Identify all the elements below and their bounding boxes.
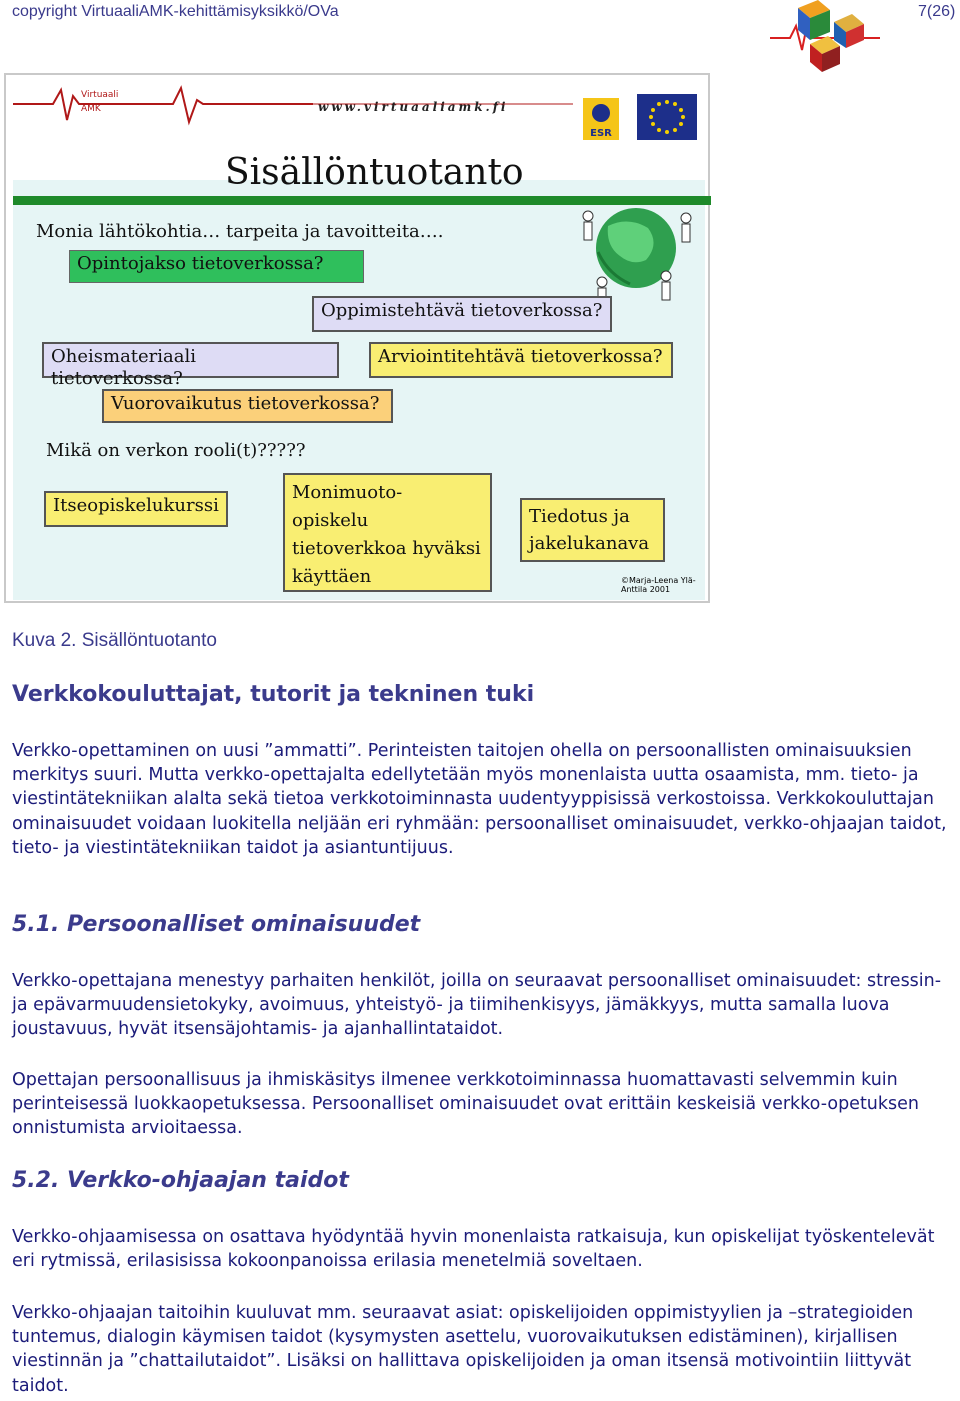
box-vuorovaikutus: Vuorovaikutus tietoverkossa? [102, 389, 393, 423]
subsection-5-1-paragraph-1: Verkko-opettajana menestyy parhaiten henkilöt, joilla on seuraavat persoonalliset ominaisuudet: stressin- ja epävarmuudensietokyky, avoimuus, yhteistyö- ja tiimihenkisyys, jämäkkyys, mutta samalla luova joustavuus, hyvät itsensäjohtamis- ja ajanhallintataidot. [12, 971, 942, 1040]
box-monimuoto [283, 473, 492, 592]
section-paragraph: Verkko-opettaminen on uusi ”ammatti”. Perinteisten taitojen ohella on persoonallisten ominaisuuksien merkitys suuri. Mutta verkko-opettajalta edellytetään myös monenlaista uutta osaamista, mm. tieto- ja viestintätekniikan alalta sekä tietoa verkkotoiminnasta uudentyyppisissä verkostoissa. Verkkokouluttajan ominaisuudet voidaan luokitella neljään eri ryhmään: persoonalliset ominaisuudet, verkko-ohjaajan taidot, tieto- ja viestintätekniikan taidot ja asiantuntijuus. [12, 741, 947, 858]
subsection-5-2-paragraph-1: Verkko-ohjaamisessa on osattava hyödyntää hyvin monenlaista ratkaisuja, kun opiskelijat työskentelevät eri rytmissä, erilasisissa kokoonpanoissa erilasia menetelmiä soveltaen. [12, 1227, 935, 1272]
box-arviointitehtava: Arviointitehtävä tietoverkossa? [369, 342, 673, 378]
slide-question: Mikä on verkon rooli(t)????? [46, 440, 306, 461]
subsection-5-1-paragraph-2: Opettajan persoonallisuus ja ihmiskäsitys ilmenee verkkotoiminnassa huomattavasti selvemmin kuin perinteisessä luokkaopetuksessa. Persoonalliset ominaisuudet ovat erittäin keskeisiä verkko-opetuksen onnistumista arvioitaessa. [12, 1070, 920, 1139]
figure-caption: Kuva 2. Sisällöntuotanto [12, 630, 217, 651]
esr-label: ESR [590, 128, 612, 139]
box-opintojakso: Opintojakso tietoverkossa? [69, 250, 364, 283]
virtuaaliamk-logo: Virtuaali AMK [81, 90, 119, 114]
tiedotus-line: Tiedotus ja [529, 506, 630, 527]
subsection-title-5-1: 5.1. Persoonalliset ominaisuudet [12, 912, 421, 937]
box-itseopiskelu: Itseopiskelukurssi [44, 491, 228, 527]
box-tiedotus [520, 498, 665, 562]
banner-url: www.virtuaaliamk.fi [318, 100, 509, 114]
slide-title: Sisällöntuotanto [225, 152, 524, 193]
cube-logo-icon [770, 0, 880, 72]
globe-people-icon [568, 196, 706, 306]
box-oheismateriaali: Oheismateriaali tietoverkossa? [42, 342, 339, 378]
monimuoto-line: opiskelu [292, 510, 369, 531]
subsection-5-2-paragraph-2: Verkko-ohjaajan taitoihin kuuluvat mm. seuraavat asiat: opiskelijoiden oppimistyylien ja –strategioiden tuntemus, dialogin käymisen taidot (kysymysten asettelu, vuorovaikutuksen edistäminen), kirjallisen viestinnän ja ”chattailutaidot”. Lisäksi on hallittava opiskelijoiden ja oman itsensä motivointiin liittyvät taidot. [12, 1303, 914, 1396]
slide-intro: Monia lähtökohtia… tarpeita ja tavoitteita…. [36, 221, 444, 242]
monimuoto-line: Monimuoto- [292, 482, 403, 503]
monimuoto-line: käyttäen [292, 566, 372, 587]
page-number: 7(26) [918, 3, 956, 20]
eu-flag-icon [637, 94, 697, 140]
subsection-title-5-2: 5.2. Verkko-ohjaajan taidot [12, 1168, 349, 1193]
slide-credit: ©Marja-Leena Ylä-Anttila 2001 [621, 576, 696, 594]
document-header: copyright VirtuaaliAMK-kehittämisyksikkö/OVa [12, 3, 339, 20]
slide [13, 80, 705, 600]
box-oppimistehtava: Oppimistehtävä tietoverkossa? [312, 296, 612, 332]
slide-figure [4, 73, 710, 603]
monimuoto-line: tietoverkkoa hyväksi [292, 538, 481, 559]
tiedotus-line: jakelukanava [529, 533, 650, 554]
section-title: Verkkokouluttajat, tutorit ja tekninen tuki [12, 682, 535, 707]
esr-logo-icon [583, 98, 619, 140]
